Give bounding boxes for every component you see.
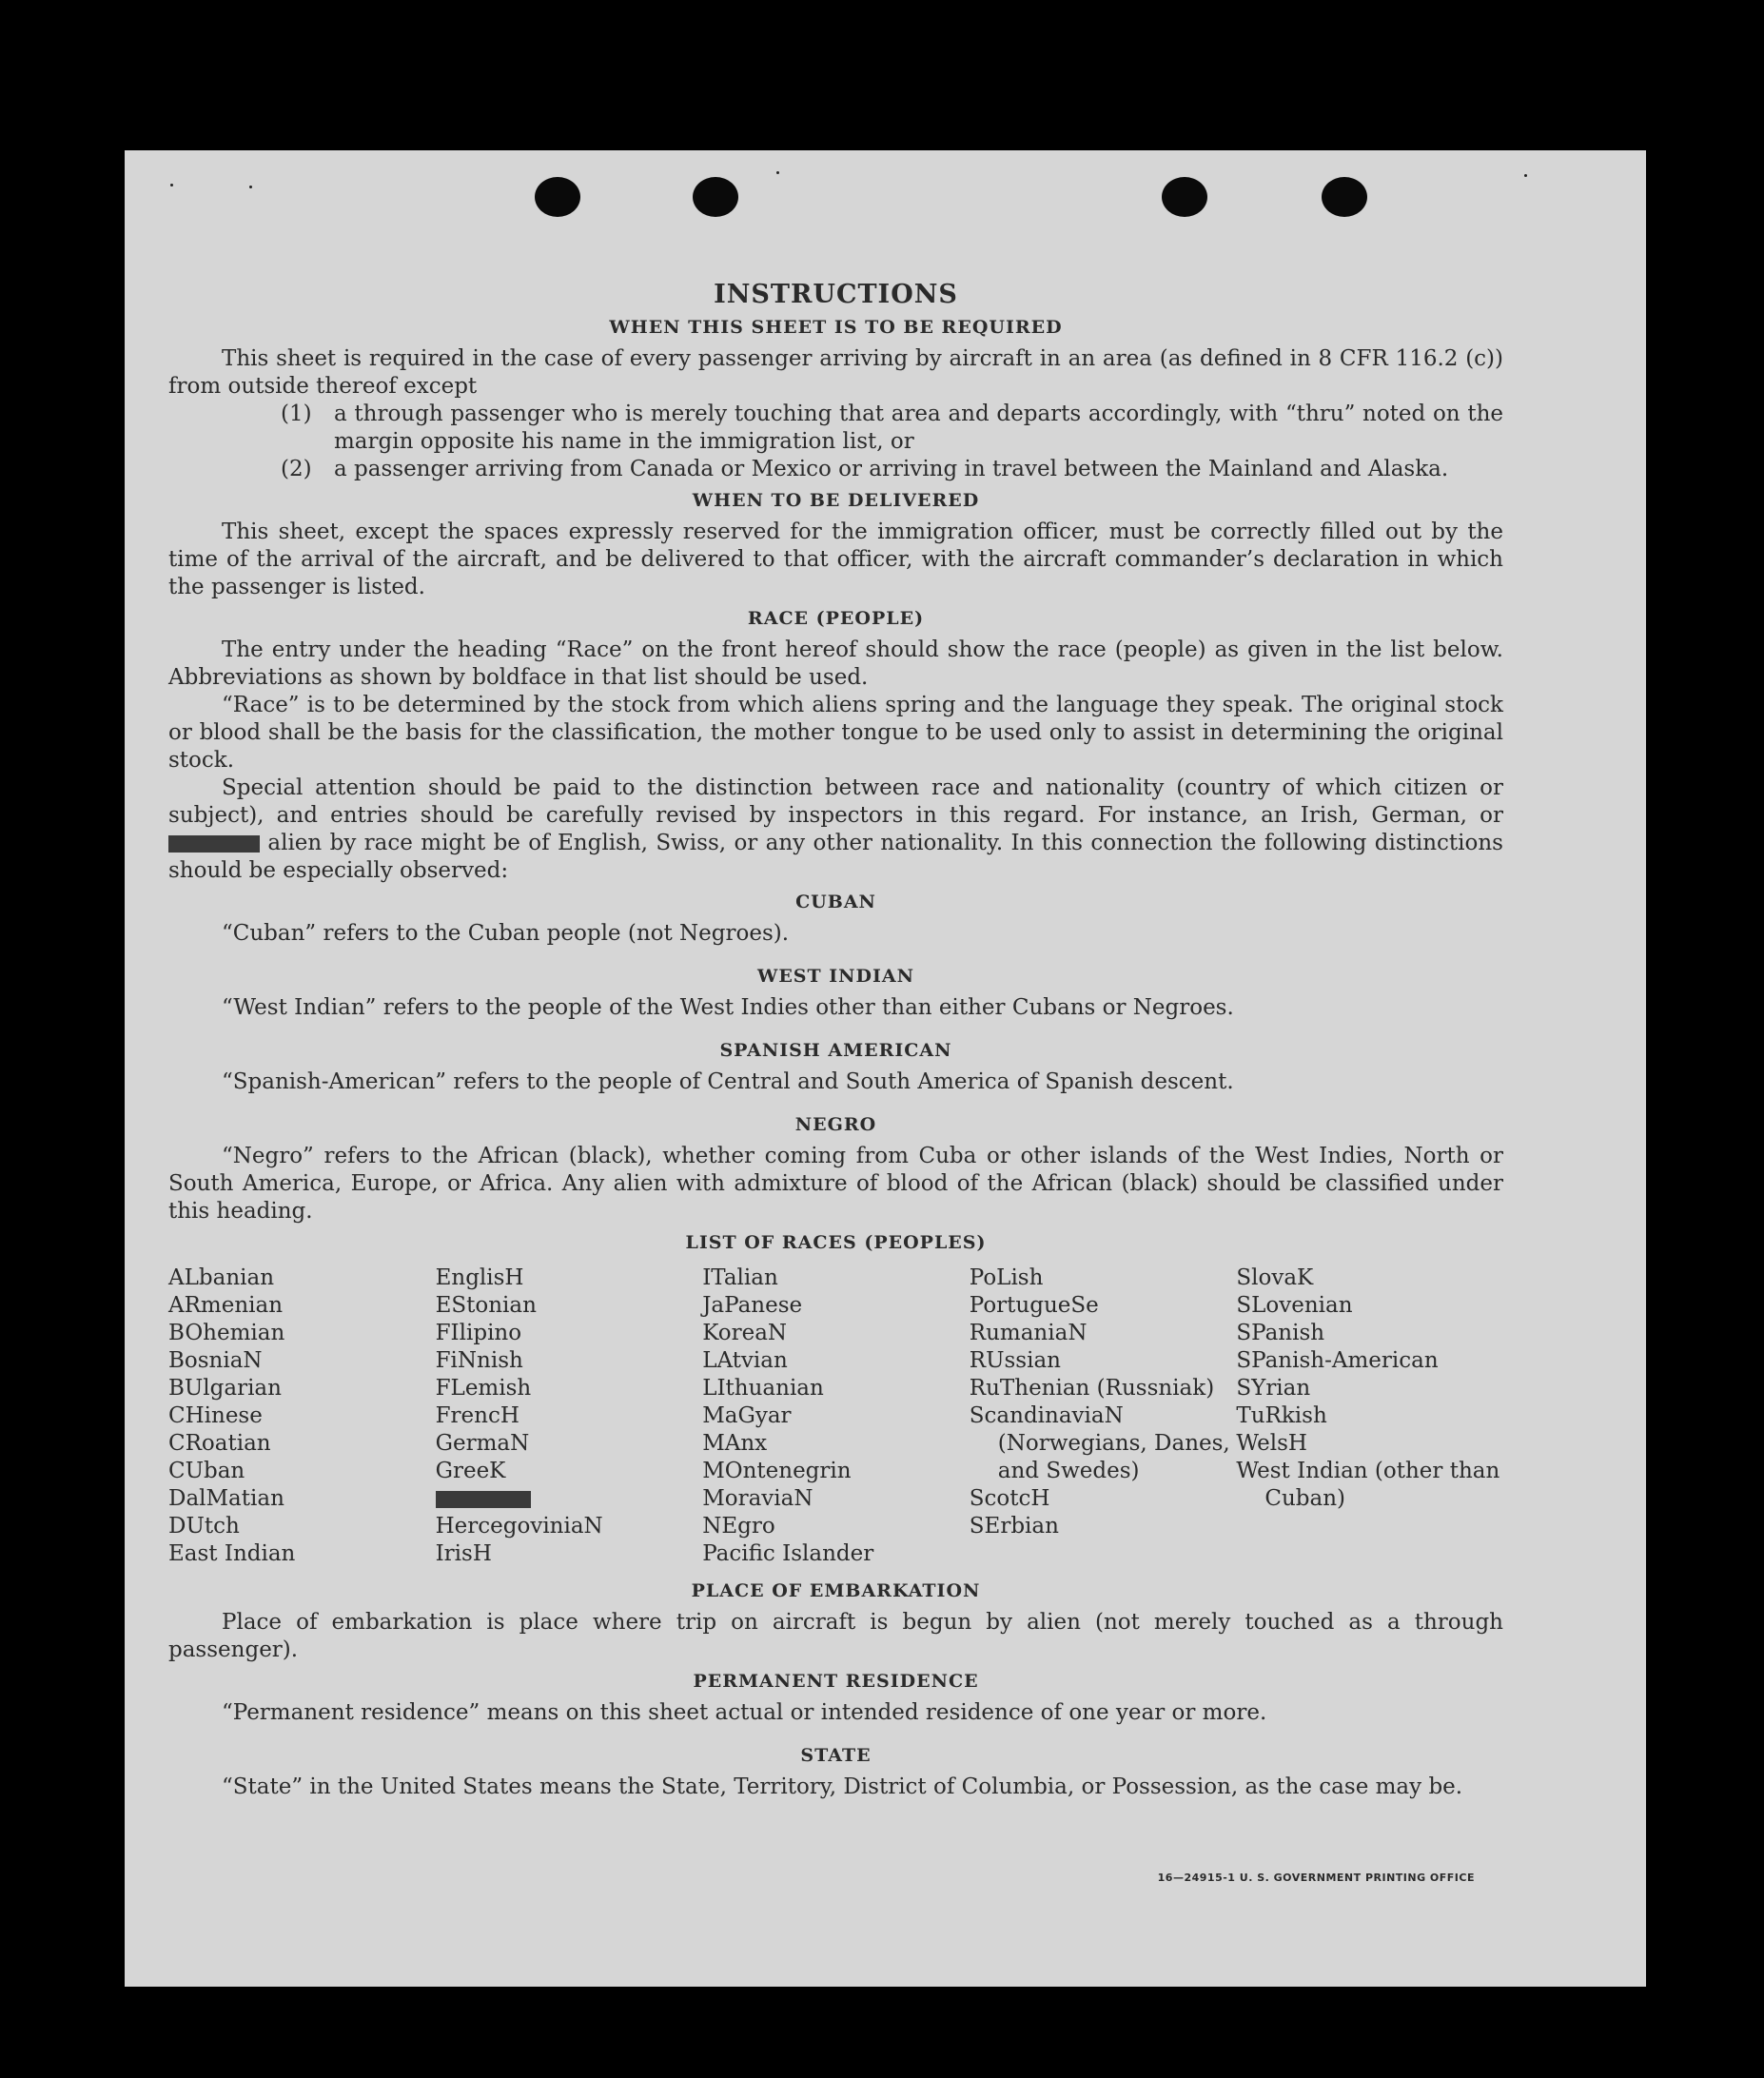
- race-list: [168, 1264, 1503, 1568]
- paragraph-text: Special attention should be paid to the distinction between race and nationality (country of which citizen or subject), and entries should be carefully revised by inspectors in this regard. For instance, an Irish, German, or: [168, 775, 1503, 828]
- race-entry: CRoatian: [168, 1431, 271, 1456]
- race-entry: GreeK: [435, 1459, 506, 1483]
- item-number: (2): [281, 457, 312, 481]
- section-heading: NEGRO: [794, 1114, 877, 1135]
- race-entry: WelsH: [1236, 1431, 1307, 1456]
- section-heading: SPANISH AMERICAN: [719, 1040, 952, 1061]
- paragraph: This sheet, except the spaces expressly reserved for the immigration officer, must be correctly filled out by the time of the arrival of the aircraft, and be delivered to that officer, with the aircraft commander’s declaration in which the passenger is listed.: [168, 520, 1503, 599]
- race-entry: SYrian: [1236, 1376, 1311, 1401]
- race-entry: BOhemian: [168, 1321, 285, 1345]
- race-column: [702, 1264, 970, 1568]
- race-entry: FiNnish: [435, 1348, 523, 1373]
- section-heading: WEST INDIAN: [756, 966, 915, 987]
- race-entry: SLovenian: [1236, 1293, 1353, 1318]
- paragraph: [168, 774, 1503, 885]
- paragraph: “Race” is to be determined by the stock from which aliens spring and the language they speak. The original stock or blood shall be the basis for the classification, the mother tongue to be used only to assist in determining the original stock.: [168, 693, 1503, 773]
- race-entry: DUtch: [168, 1514, 240, 1539]
- section-heading: PLACE OF EMBARKATION: [691, 1580, 981, 1601]
- race-entry: TuRkish: [1236, 1403, 1327, 1428]
- speck: [1524, 174, 1527, 177]
- item-text: a through passenger who is merely touching that area and departs accordingly, with “thru” noted on the margin opposite his name in the immigration list, or: [334, 402, 1503, 454]
- race-entry: EStonian: [435, 1293, 537, 1318]
- race-entry: EnglisH: [435, 1265, 524, 1290]
- section-heading: PERMANENT RESIDENCE: [693, 1671, 979, 1692]
- race-column: [436, 1264, 703, 1568]
- instructions-content: [168, 281, 1503, 1801]
- printer-imprint: 16—24915-1 U. S. GOVERNMENT PRINTING OFFICE: [1157, 1872, 1475, 1884]
- race-column: [970, 1264, 1237, 1568]
- race-entry: RuThenian (Russniak): [969, 1376, 1215, 1401]
- race-entry: IrisH: [435, 1541, 492, 1566]
- speck: [249, 186, 252, 188]
- race-entry: ScotcH: [969, 1486, 1050, 1511]
- punch-hole: [1322, 177, 1367, 217]
- race-entry: ARmenian: [168, 1293, 284, 1318]
- race-entry: ITalian: [702, 1265, 778, 1290]
- race-entry: SPanish-American: [1236, 1348, 1439, 1373]
- race-entry: PoLish: [969, 1265, 1044, 1290]
- section-heading: LIST OF RACES (PEOPLES): [685, 1232, 987, 1253]
- page-title: INSTRUCTIONS: [714, 280, 958, 309]
- race-entry: GermaN: [435, 1431, 530, 1456]
- paragraph: “Cuban” refers to the Cuban people (not Negroes).: [222, 921, 790, 946]
- race-entry: RumaniaN: [969, 1321, 1088, 1345]
- item-text: a passenger arriving from Canada or Mexico or arriving in travel between the Mainland and Alaska.: [334, 457, 1449, 481]
- punch-hole: [535, 177, 580, 217]
- race-entry: SlovaK: [1236, 1265, 1314, 1290]
- paragraph: Place of embarkation is place where trip on aircraft is begun by alien (not merely touched as a through passenger).: [168, 1610, 1503, 1662]
- race-entry: KoreaN: [702, 1321, 788, 1345]
- list-item: [281, 456, 1503, 483]
- race-entry: MOntenegrin: [702, 1459, 852, 1483]
- race-entry: West Indian (other than Cuban): [1236, 1459, 1500, 1511]
- paragraph: “Negro” refers to the African (black), whether coming from Cuba or other islands of the West Indies, North or South America, Europe, or Africa. Any alien with admixture of blood of the African (black) should be classified under this heading.: [168, 1144, 1503, 1224]
- race-entry: [436, 1485, 703, 1513]
- race-column: [168, 1264, 436, 1568]
- race-entry: LIthuanian: [702, 1376, 824, 1401]
- race-entry: NEgro: [702, 1514, 775, 1539]
- race-entry: SErbian: [969, 1514, 1059, 1539]
- race-entry: FrencH: [435, 1403, 519, 1428]
- race-entry: MAnx: [702, 1431, 768, 1456]
- item-number: (1): [281, 402, 312, 426]
- race-entry: PortugueSe: [969, 1293, 1099, 1318]
- race-entry: MaGyar: [702, 1403, 792, 1428]
- paragraph: The entry under the heading “Race” on the front hereof should show the race (people) as given in the list below. Abbreviations as shown by boldface in that list should be used.: [168, 637, 1503, 690]
- race-entry: HercegoviniaN: [435, 1514, 603, 1539]
- race-entry: CHinese: [168, 1403, 263, 1428]
- race-entry: RUssian: [969, 1348, 1061, 1373]
- punch-hole: [693, 177, 738, 217]
- race-entry: ALbanian: [168, 1265, 275, 1290]
- paragraph: “West Indian” refers to the people of the West Indies other than either Cubans or Negroes.: [222, 995, 1234, 1020]
- speck: [170, 184, 173, 186]
- race-entry: FLemish: [435, 1376, 532, 1401]
- section-heading: WHEN THIS SHEET IS TO BE REQUIRED: [609, 317, 1063, 338]
- race-entry: FIlipino: [435, 1321, 522, 1345]
- race-entry: DalMatian: [168, 1486, 284, 1511]
- paragraph: “Spanish-American” refers to the people of Central and South America of Spanish descent.: [222, 1069, 1234, 1094]
- paragraph: “State” in the United States means the State, Territory, District of Columbia, or Possession, as the case may be.: [222, 1774, 1463, 1799]
- race-entry: ScandinaviaN (Norwegians, Danes, and Swedes): [969, 1403, 1230, 1483]
- race-entry: SPanish: [1236, 1321, 1325, 1345]
- race-entry: BosniaN: [168, 1348, 263, 1373]
- race-column: [1236, 1264, 1503, 1568]
- race-entry: Pacific Islander: [702, 1541, 874, 1566]
- paragraph: This sheet is required in the case of every passenger arriving by aircraft in an area (as defined in 8 CFR 116.2 (c)) from outside thereof except: [168, 346, 1503, 399]
- section-heading: CUBAN: [795, 892, 876, 912]
- section-heading: WHEN TO BE DELIVERED: [692, 490, 980, 511]
- speck: [776, 171, 779, 174]
- section-heading: STATE: [800, 1745, 872, 1766]
- list-item: [281, 401, 1503, 456]
- document-sheet: [125, 150, 1646, 1987]
- paragraph: “Permanent residence” means on this sheet actual or intended residence of one year or more.: [222, 1700, 1267, 1725]
- race-entry: East Indian: [168, 1541, 296, 1566]
- section-heading: RACE (PEOPLE): [747, 608, 925, 629]
- race-entry: CUban: [168, 1459, 245, 1483]
- redaction-mark: [436, 1491, 531, 1508]
- race-entry: MoraviaN: [702, 1486, 813, 1511]
- race-entry: LAtvian: [702, 1348, 788, 1373]
- punch-hole: [1162, 177, 1207, 217]
- redaction-mark: [168, 835, 260, 853]
- race-entry: BUlgarian: [168, 1376, 282, 1401]
- paragraph-text: alien by race might be of English, Swiss, or any other nationality. In this connection the following distinctions should be especially observed:: [168, 831, 1503, 883]
- race-entry: JaPanese: [702, 1293, 803, 1318]
